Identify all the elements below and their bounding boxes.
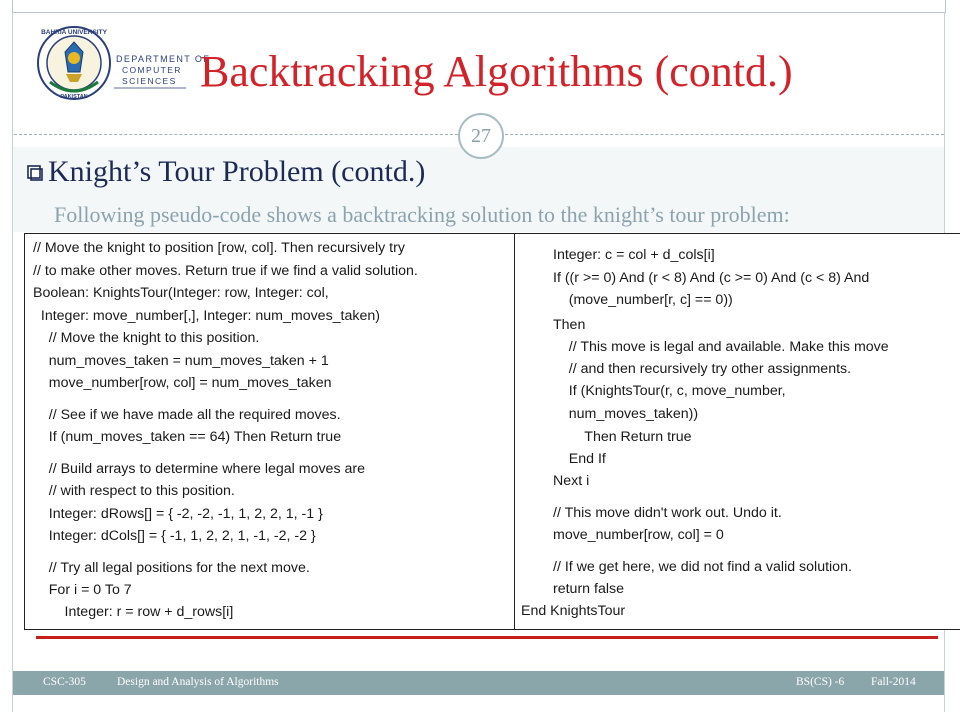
code-line: Integer: c = col + d_cols[i] (553, 247, 715, 263)
code-line: Integer: r = row + d_rows[i] (33, 604, 234, 620)
code-line: Boolean: KnightsTour(Integer: row, Integer: col, (33, 285, 329, 301)
code-line: Next i (553, 473, 590, 489)
code-line: move_number[row, col] = 0 (553, 527, 724, 543)
code-line: // This move is legal and available. Make this move (553, 339, 889, 355)
logo-department-line1: DEPARTMENT OF (116, 54, 211, 64)
page-number-badge (458, 113, 504, 159)
logo-department-line3: SCIENCES (122, 76, 177, 86)
code-line: Then Return true (553, 429, 692, 445)
slide-title: Backtracking Algorithms (contd.) (200, 47, 793, 96)
code-line: (move_number[r, c] == 0)) (553, 292, 733, 308)
code-block-left (24, 233, 520, 630)
footer-term: Fall-2014 (871, 676, 916, 688)
code-line: // Move the knight to this position. (33, 330, 260, 346)
code-line: // Build arrays to determine where legal moves are (33, 461, 365, 477)
section-subtitle: Knight’s Tour Problem (contd.) (48, 155, 426, 188)
code-line: // and then recursively try other assignments. (553, 361, 852, 377)
code-line: Integer: move_number[,], Integer: num_moves_taken) (33, 308, 380, 324)
code-line: // Move the knight to position [row, col]. Then recursively try (33, 240, 405, 256)
code-block-right (514, 233, 960, 630)
logo-department-line2: COMPUTER (122, 65, 182, 75)
code-line: If ((r >= 0) And (r < 8) And (c >= 0) And (c < 8) And (553, 270, 870, 286)
code-line: // Try all legal positions for the next move. (33, 560, 310, 576)
code-line: // to make other moves. Return true if we find a valid solution. (33, 263, 418, 279)
slide-frame-top (12, 0, 946, 13)
footer-course-title: Design and Analysis of Algorithms (117, 676, 279, 688)
code-line: return false (553, 581, 624, 597)
footer-course-code: CSC-305 (43, 676, 86, 688)
code-line: End KnightsTour (521, 603, 626, 619)
code-line: For i = 0 To 7 (33, 582, 132, 598)
code-line: num_moves_taken = num_moves_taken + 1 (33, 353, 329, 369)
code-line: End If (553, 451, 606, 467)
code-line: move_number[row, col] = num_moves_taken (33, 375, 332, 391)
code-line: Integer: dRows[] = { -2, -2, -1, 1, 2, 2, 1, -1 } (33, 506, 323, 522)
code-line: If (num_moves_taken == 64) Then Return true (33, 429, 342, 445)
intro-text: Following pseudo-code shows a backtracking solution to the knight’s tour problem: (54, 202, 790, 227)
code-line: num_moves_taken)) (553, 406, 699, 422)
logo-ring-bottom-text: PAKISTAN (60, 94, 88, 100)
slide-frame-left (12, 12, 13, 712)
university-logo (36, 22, 211, 104)
footer-bar (13, 671, 944, 695)
code-line: // with respect to this position. (33, 483, 235, 499)
page-number: 27 (471, 124, 491, 147)
code-line: If (KnightsTour(r, c, move_number, (553, 383, 786, 399)
footer-divider (36, 636, 938, 639)
square-bullet-icon (27, 165, 43, 181)
code-line: // See if we have made all the required moves. (33, 407, 341, 423)
code-line: Then (553, 317, 586, 333)
code-line: Integer: dCols[] = { -1, 1, 2, 2, 1, -1, -2, -2 } (33, 528, 316, 544)
footer-program: BS(CS) -6 (796, 676, 845, 688)
code-line: // This move didn't work out. Undo it. (553, 505, 782, 521)
code-line: // If we get here, we did not find a valid solution. (553, 559, 852, 575)
logo-university-text: BAHRIA UNIVERSITY (41, 29, 107, 36)
